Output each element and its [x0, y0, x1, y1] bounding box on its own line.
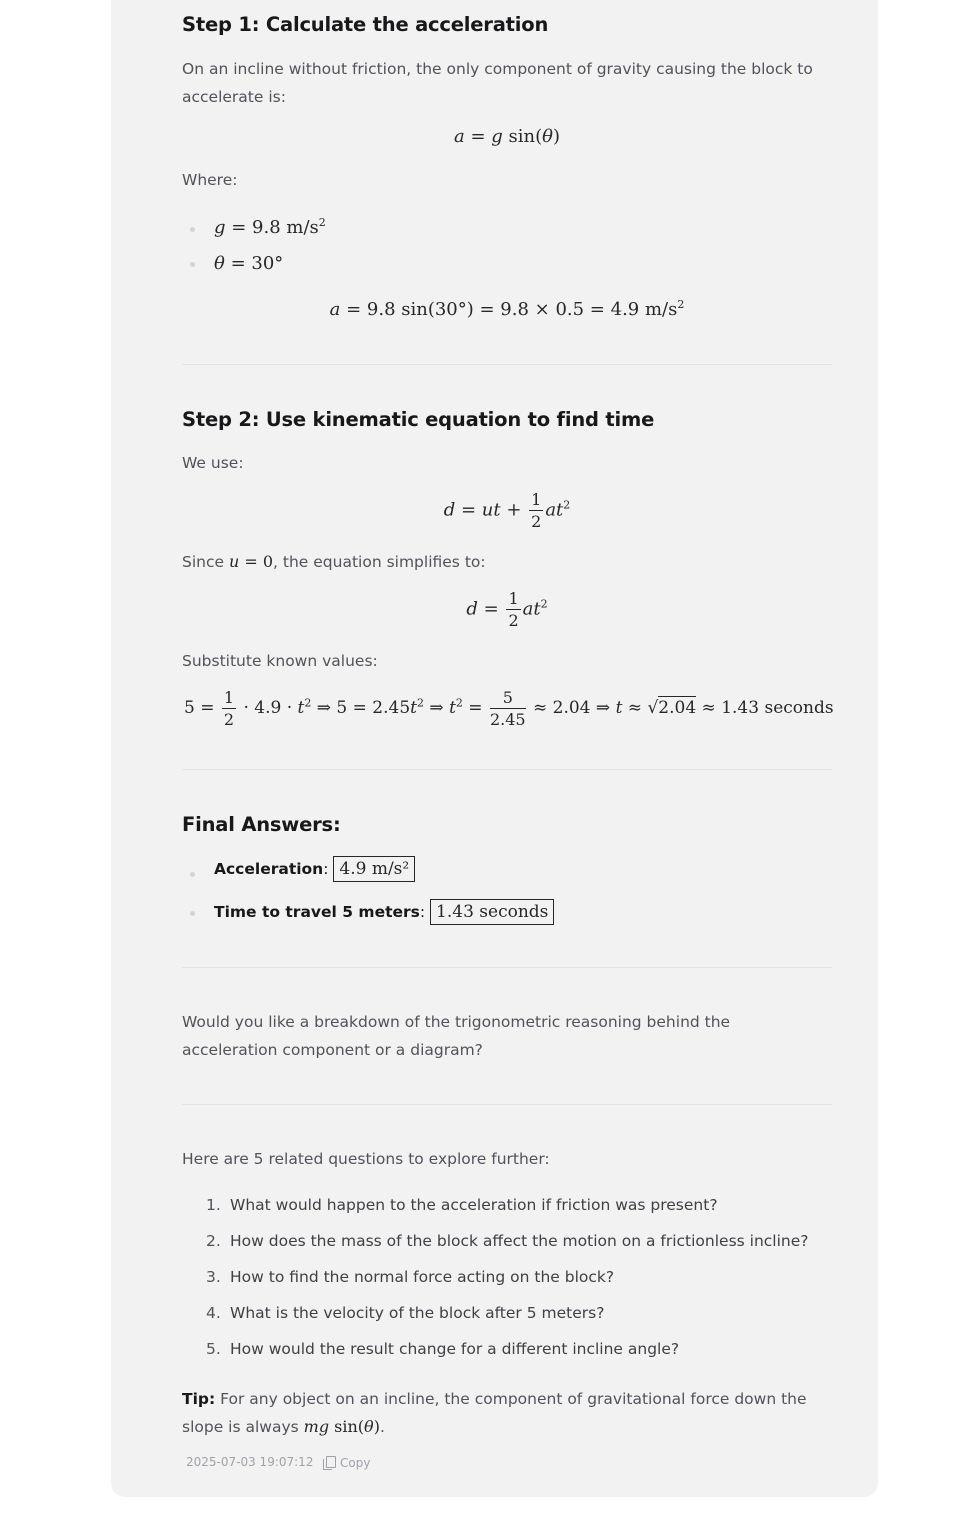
bullet-dot [190, 227, 195, 232]
tip-paragraph: Tip: For any object on an incline, the component of gravitational force down the slope is always mg sin(θ). [182, 1390, 807, 1436]
answer-label: Time to travel 5 meters [214, 903, 420, 921]
copy-button[interactable]: Copy [326, 1455, 370, 1470]
step1-heading: Step 1: Calculate the acceleration [182, 13, 549, 36]
substitute-label: Substitute known values: [182, 652, 378, 670]
copy-icon [326, 1456, 336, 1468]
simplified-equation: d = $\frac{1}{2}$ $at^2$ [466, 589, 548, 630]
step1-intro: On an incline without friction, the only component of gravity causing the block to accelerate is: [182, 60, 813, 106]
divider [182, 769, 832, 770]
related-question[interactable]: 3. How to find the normal force acting on the block? [206, 1268, 615, 1286]
answer-value: 1.43 seconds [430, 899, 554, 925]
since-line: Since u = 0, the equation simplifies to: [182, 552, 486, 571]
bullet-dot [190, 262, 195, 267]
final-heading: Final Answers: [182, 813, 341, 836]
bullet-dot [190, 911, 195, 916]
bullet-dot [190, 872, 195, 877]
where-label: Where: [182, 171, 238, 189]
we-use-label: We use: [182, 454, 244, 472]
answer-value: 4.9 m/s² [333, 856, 415, 882]
divider [182, 1104, 832, 1105]
acceleration-calc: a = 9.8 sin(30°) = 9.8 × 0.5 = 4.9 $m/s^2$ [329, 298, 685, 320]
followup-text: Would you like a breakdown of the trigonometric reasoning behind the acceleration component or a diagram? [182, 1013, 731, 1059]
given-g: g = 9.8 $m/s^2$ [214, 216, 326, 238]
formula-acceleration: a = g sin(θ) [453, 126, 560, 147]
kinematic-equation: d = ut + $\frac{1}{2}$ $at^2$ [443, 490, 571, 531]
time-derivation: 5 = $\frac{1}{2}$ · $4.9 \cdot t^2$ ⇒ $5 = 2.45t^2$ ⇒ $t^2$ = $\frac{5}{2.45}$ ≈ 2.04 ⇒ t ≈ √2.04 ≈ 1.43 seconds [184, 688, 834, 729]
related-question[interactable]: 1. What would happen to the acceleration if friction was present? [206, 1196, 718, 1214]
since-suffix: , the equation simplifies to: [273, 553, 486, 571]
related-intro: Here are 5 related questions to explore further: [182, 1150, 550, 1168]
answer-acceleration: Acceleration: 4.9 m/s² [214, 856, 415, 882]
answer-label: Acceleration [214, 860, 324, 878]
tip-text: For any object on an incline, the component of gravitational force down the slope is always [182, 1390, 807, 1436]
since-prefix: Since [182, 553, 225, 571]
related-question[interactable]: 4. What is the velocity of the block after 5 meters? [206, 1304, 605, 1322]
divider [182, 364, 832, 365]
step2-heading: Step 2: Use kinematic equation to find time [182, 408, 655, 431]
related-question[interactable]: 5. How would the result change for a different incline angle? [206, 1340, 680, 1358]
related-question[interactable]: 2. How does the mass of the block affect the motion on a frictionless incline? [206, 1232, 809, 1250]
answer-time: Time to travel 5 meters: 1.43 seconds [214, 899, 554, 925]
divider [182, 967, 832, 968]
tip-label: Tip: [182, 1390, 216, 1408]
given-theta: θ = 30° [214, 253, 284, 274]
timestamp: 2025-07-03 19:07:12 [186, 1455, 314, 1469]
